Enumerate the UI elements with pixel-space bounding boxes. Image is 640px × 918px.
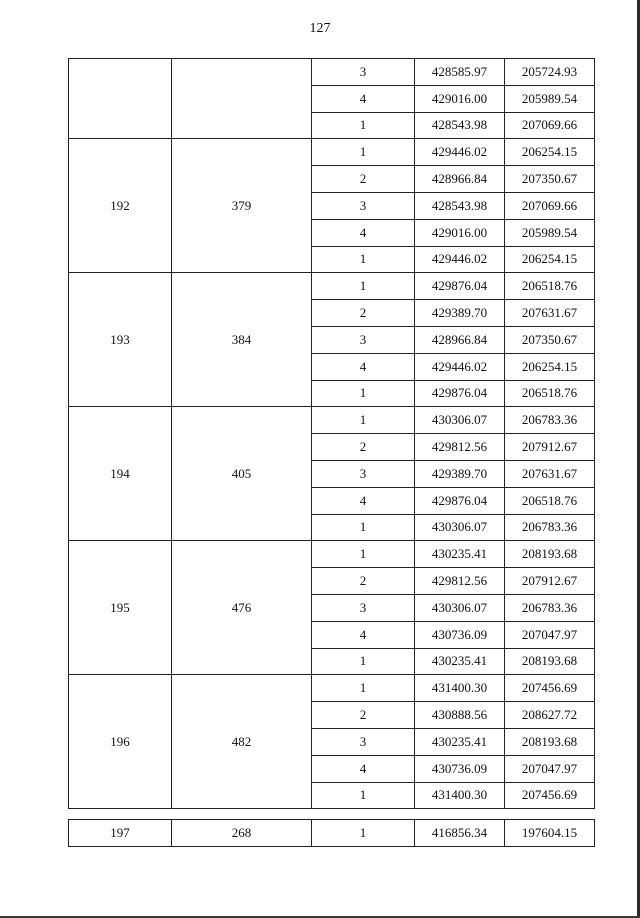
- x-coordinate-cell: 430235.41: [415, 648, 505, 675]
- area-cell: [172, 59, 312, 139]
- coordinates-table-body: [69, 59, 595, 847]
- x-coordinate-cell: 428543.98: [415, 192, 505, 219]
- x-coordinate-cell: 429876.04: [415, 273, 505, 300]
- table-row: [69, 59, 595, 86]
- y-coordinate-cell: 207912.67: [505, 568, 595, 595]
- point-number-cell: 1: [312, 675, 415, 702]
- x-coordinate-cell: 429446.02: [415, 246, 505, 273]
- x-coordinate-cell: 430235.41: [415, 728, 505, 755]
- plot-number-cell: 193: [69, 273, 172, 407]
- area-cell: 482: [172, 675, 312, 809]
- y-coordinate-cell: 207631.67: [505, 300, 595, 327]
- table-row: [69, 407, 595, 434]
- x-coordinate-cell: 430235.41: [415, 541, 505, 568]
- y-coordinate-cell: 197604.15: [505, 820, 595, 847]
- y-coordinate-cell: 205724.93: [505, 59, 595, 86]
- y-coordinate-cell: 206783.36: [505, 514, 595, 541]
- point-number-cell: 2: [312, 166, 415, 193]
- point-number-cell: 3: [312, 460, 415, 487]
- page-number: 127: [309, 21, 331, 36]
- x-coordinate-cell: 429446.02: [415, 139, 505, 166]
- y-coordinate-cell: 207631.67: [505, 460, 595, 487]
- x-coordinate-cell: 429812.56: [415, 434, 505, 461]
- plot-number-cell: 196: [69, 675, 172, 809]
- y-coordinate-cell: 206783.36: [505, 594, 595, 621]
- point-number-cell: 1: [312, 820, 415, 847]
- table-gap-row: [69, 809, 595, 820]
- area-cell: 268: [172, 820, 312, 847]
- point-number-cell: 3: [312, 192, 415, 219]
- y-coordinate-cell: 207350.67: [505, 166, 595, 193]
- x-coordinate-cell: 430888.56: [415, 702, 505, 729]
- x-coordinate-cell: 430736.09: [415, 621, 505, 648]
- point-number-cell: 2: [312, 434, 415, 461]
- y-coordinate-cell: 208627.72: [505, 702, 595, 729]
- plot-number-cell: 197: [69, 820, 172, 847]
- x-coordinate-cell: 428966.84: [415, 326, 505, 353]
- y-coordinate-cell: 206254.15: [505, 139, 595, 166]
- plot-number-cell: [69, 59, 172, 139]
- point-number-cell: 1: [312, 782, 415, 809]
- point-number-cell: 3: [312, 326, 415, 353]
- y-coordinate-cell: 206254.15: [505, 246, 595, 273]
- y-coordinate-cell: 205989.54: [505, 219, 595, 246]
- y-coordinate-cell: 205989.54: [505, 85, 595, 112]
- point-number-cell: 1: [312, 648, 415, 675]
- y-coordinate-cell: 208193.68: [505, 648, 595, 675]
- y-coordinate-cell: 206783.36: [505, 407, 595, 434]
- x-coordinate-cell: 428966.84: [415, 166, 505, 193]
- x-coordinate-cell: 429812.56: [415, 568, 505, 595]
- x-coordinate-cell: 429016.00: [415, 85, 505, 112]
- x-coordinate-cell: 429876.04: [415, 487, 505, 514]
- point-number-cell: 1: [312, 380, 415, 407]
- y-coordinate-cell: 207069.66: [505, 112, 595, 139]
- coordinates-table: [68, 58, 595, 847]
- plot-number-cell: 192: [69, 139, 172, 273]
- x-coordinate-cell: 431400.30: [415, 675, 505, 702]
- x-coordinate-cell: 429446.02: [415, 353, 505, 380]
- y-coordinate-cell: 207047.97: [505, 621, 595, 648]
- x-coordinate-cell: 429389.70: [415, 300, 505, 327]
- point-number-cell: 4: [312, 487, 415, 514]
- y-coordinate-cell: 208193.68: [505, 728, 595, 755]
- y-coordinate-cell: 206518.76: [505, 487, 595, 514]
- y-coordinate-cell: 207456.69: [505, 675, 595, 702]
- plot-number-cell: 194: [69, 407, 172, 541]
- point-number-cell: 1: [312, 246, 415, 273]
- table-row: [69, 273, 595, 300]
- y-coordinate-cell: 207069.66: [505, 192, 595, 219]
- x-coordinate-cell: 428543.98: [415, 112, 505, 139]
- x-coordinate-cell: 430736.09: [415, 755, 505, 782]
- area-cell: 405: [172, 407, 312, 541]
- point-number-cell: 2: [312, 300, 415, 327]
- x-coordinate-cell: 429016.00: [415, 219, 505, 246]
- point-number-cell: 3: [312, 594, 415, 621]
- point-number-cell: 1: [312, 407, 415, 434]
- y-coordinate-cell: 206254.15: [505, 353, 595, 380]
- x-coordinate-cell: 429876.04: [415, 380, 505, 407]
- table-row: [69, 541, 595, 568]
- plot-number-cell: 195: [69, 541, 172, 675]
- table-row: [69, 820, 595, 847]
- y-coordinate-cell: 207047.97: [505, 755, 595, 782]
- point-number-cell: 2: [312, 702, 415, 729]
- y-coordinate-cell: 208193.68: [505, 541, 595, 568]
- x-coordinate-cell: 430306.07: [415, 514, 505, 541]
- point-number-cell: 1: [312, 112, 415, 139]
- y-coordinate-cell: 207912.67: [505, 434, 595, 461]
- table-row: [69, 139, 595, 166]
- point-number-cell: 1: [312, 514, 415, 541]
- table-row: [69, 675, 595, 702]
- point-number-cell: 4: [312, 755, 415, 782]
- x-coordinate-cell: 430306.07: [415, 594, 505, 621]
- point-number-cell: 4: [312, 621, 415, 648]
- point-number-cell: 4: [312, 219, 415, 246]
- point-number-cell: 4: [312, 353, 415, 380]
- x-coordinate-cell: 430306.07: [415, 407, 505, 434]
- point-number-cell: 1: [312, 139, 415, 166]
- point-number-cell: 3: [312, 59, 415, 86]
- x-coordinate-cell: 429389.70: [415, 460, 505, 487]
- area-cell: 384: [172, 273, 312, 407]
- point-number-cell: 1: [312, 273, 415, 300]
- point-number-cell: 2: [312, 568, 415, 595]
- point-number-cell: 4: [312, 85, 415, 112]
- y-coordinate-cell: 206518.76: [505, 380, 595, 407]
- x-coordinate-cell: 431400.30: [415, 782, 505, 809]
- x-coordinate-cell: 416856.34: [415, 820, 505, 847]
- y-coordinate-cell: 206518.76: [505, 273, 595, 300]
- y-coordinate-cell: 207350.67: [505, 326, 595, 353]
- area-cell: 476: [172, 541, 312, 675]
- y-coordinate-cell: 207456.69: [505, 782, 595, 809]
- x-coordinate-cell: 428585.97: [415, 59, 505, 86]
- point-number-cell: 3: [312, 728, 415, 755]
- area-cell: 379: [172, 139, 312, 273]
- point-number-cell: 1: [312, 541, 415, 568]
